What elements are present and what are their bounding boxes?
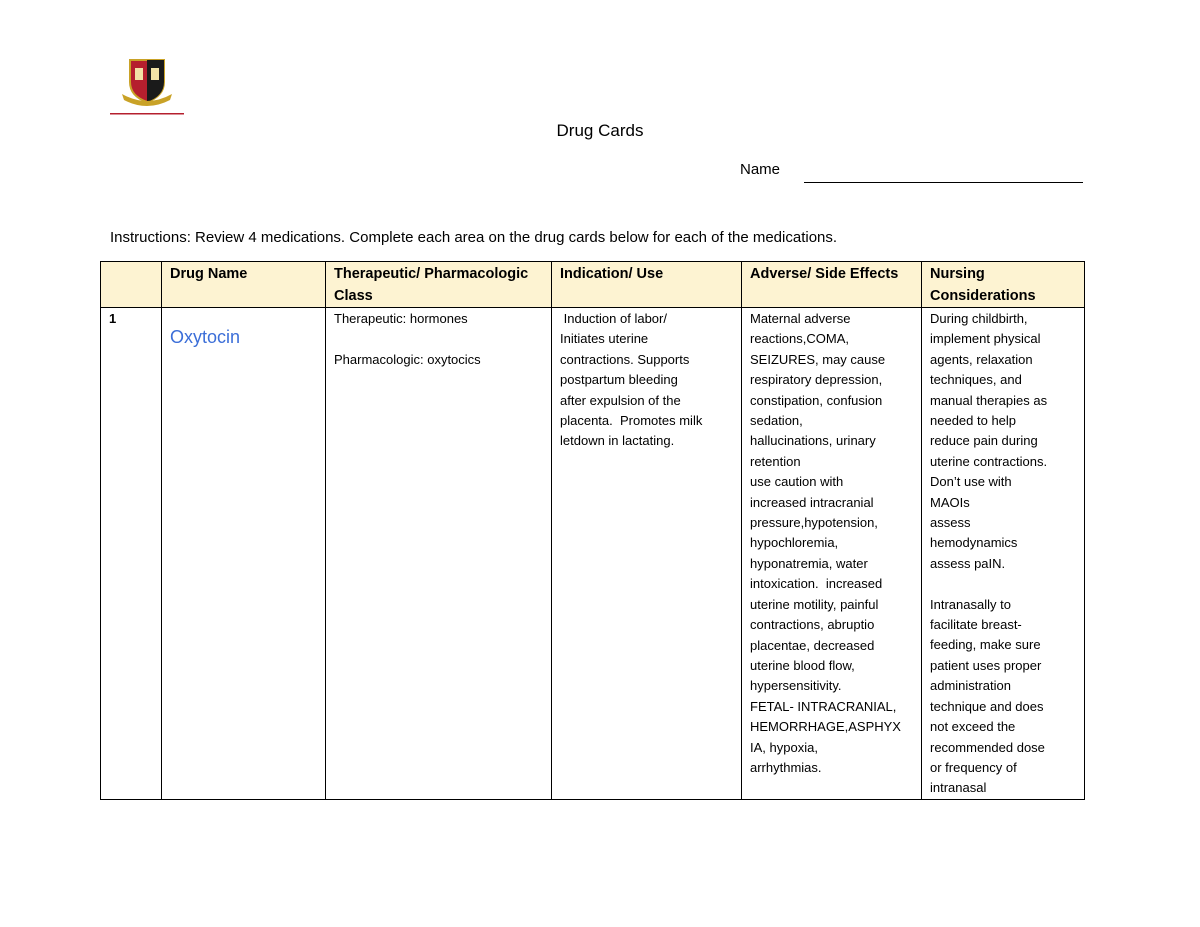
- nursing-line: implement physical: [930, 331, 1041, 347]
- nursing-line: agents, relaxation: [930, 351, 1033, 367]
- indication-line: after expulsion of the: [560, 392, 681, 408]
- adverse-line: FETAL- INTRACRANIAL,: [750, 698, 897, 714]
- adverse-line: intoxication. increased: [750, 576, 883, 592]
- nursing-line: hemodynamics: [930, 535, 1018, 551]
- adverse-line: constipation, confusion: [750, 392, 883, 408]
- indication-line: letdown in lactating.: [560, 433, 675, 449]
- drug-name: Oxytocin: [170, 327, 241, 347]
- header-adverse: Adverse/ Side Effects: [742, 262, 922, 308]
- nursing-line: needed to help: [930, 413, 1017, 429]
- indication-line: contractions. Supports: [560, 351, 690, 367]
- nursing-line: reduce pain during: [930, 433, 1038, 449]
- nursing-line: patient uses proper: [930, 657, 1042, 673]
- adverse-line: SEIZURES, may cause: [750, 351, 886, 367]
- page-title: Drug Cards: [556, 121, 644, 140]
- indication-cell: [552, 308, 742, 800]
- nursing-line: technique and does: [930, 698, 1044, 714]
- header-drug-name: Drug Name: [162, 262, 326, 308]
- class-cell: [326, 308, 552, 800]
- header-number: [101, 262, 162, 308]
- instructions-text: Instructions: Review 4 medications. Complete each area on the drug cards below for each of the medications.: [110, 229, 838, 246]
- adverse-line: placentae, decreased: [750, 637, 875, 653]
- drug-cards-table: [100, 261, 1085, 800]
- adverse-line: uterine motility, painful: [750, 596, 879, 612]
- nursing-line: MAOIs: [930, 494, 970, 510]
- name-field-line[interactable]: [804, 182, 1083, 183]
- nursing-line: Don’t use with: [930, 474, 1012, 490]
- header-indication: Indication/ Use: [552, 262, 742, 308]
- table-header-row: [101, 262, 1085, 308]
- therapeutic-class: Therapeutic: hormones: [334, 311, 468, 326]
- header-class: Therapeutic/ Pharmacologic Class: [326, 262, 552, 308]
- adverse-line: retention: [750, 453, 801, 469]
- nursing-line: administration: [930, 678, 1011, 694]
- indication-line: Induction of labor/: [560, 311, 667, 326]
- nursing-cell: [922, 308, 1085, 800]
- nursing-line: During childbirth,: [930, 311, 1028, 326]
- pharmacologic-class: Pharmacologic: oxytocics: [334, 351, 481, 367]
- indication-line: placenta. Promotes milk: [560, 413, 703, 429]
- table-row: [101, 308, 1085, 800]
- adverse-line: reactions,COMA,: [750, 331, 849, 347]
- adverse-line: contractions, abruptio: [750, 617, 875, 633]
- adverse-line: hypersensitivity.: [750, 678, 842, 694]
- header-nursing: Nursing Considerations: [922, 262, 1085, 308]
- nursing-line: assess paIN.: [930, 555, 1006, 571]
- adverse-line: hypochloremia,: [750, 535, 839, 551]
- name-label: Name: [740, 161, 781, 178]
- nursing-line: not exceed the: [930, 719, 1016, 735]
- adverse-line: pressure,hypotension,: [750, 515, 878, 531]
- adverse-line: HEMORRHAGE,ASPHYX: [750, 719, 901, 735]
- nursing-line: Intranasally to: [930, 596, 1011, 612]
- indication-line: postpartum bleeding: [560, 372, 678, 388]
- nursing-line: intranasal: [930, 780, 987, 796]
- nursing-line: recommended dose: [930, 739, 1045, 755]
- adverse-line: IA, hypoxia,: [750, 739, 818, 755]
- nursing-line: techniques, and: [930, 372, 1022, 388]
- adverse-line: use caution with: [750, 474, 844, 490]
- adverse-line: sedation,: [750, 413, 803, 429]
- nursing-line: uterine contractions.: [930, 453, 1048, 469]
- adverse-line: Maternal adverse: [750, 311, 851, 326]
- indication-line: Initiates uterine: [560, 331, 649, 347]
- adverse-line: hyponatremia, water: [750, 555, 868, 571]
- adverse-line: increased intracranial: [750, 494, 874, 510]
- jersey-college-logo-icon: [108, 56, 186, 116]
- adverse-cell: [742, 308, 922, 800]
- adverse-line: arrhythmias.: [750, 759, 822, 775]
- nursing-line: manual therapies as: [930, 392, 1048, 408]
- nursing-line: feeding, make sure: [930, 637, 1041, 653]
- row-number: 1: [101, 308, 162, 800]
- adverse-line: respiratory depression,: [750, 372, 883, 388]
- nursing-line: facilitate breast-: [930, 617, 1022, 633]
- adverse-line: uterine blood flow,: [750, 657, 855, 673]
- nursing-line: or frequency of: [930, 759, 1017, 775]
- adverse-line: hallucinations, urinary: [750, 433, 876, 449]
- nursing-line: assess: [930, 515, 971, 531]
- drug-name-cell: [162, 308, 326, 800]
